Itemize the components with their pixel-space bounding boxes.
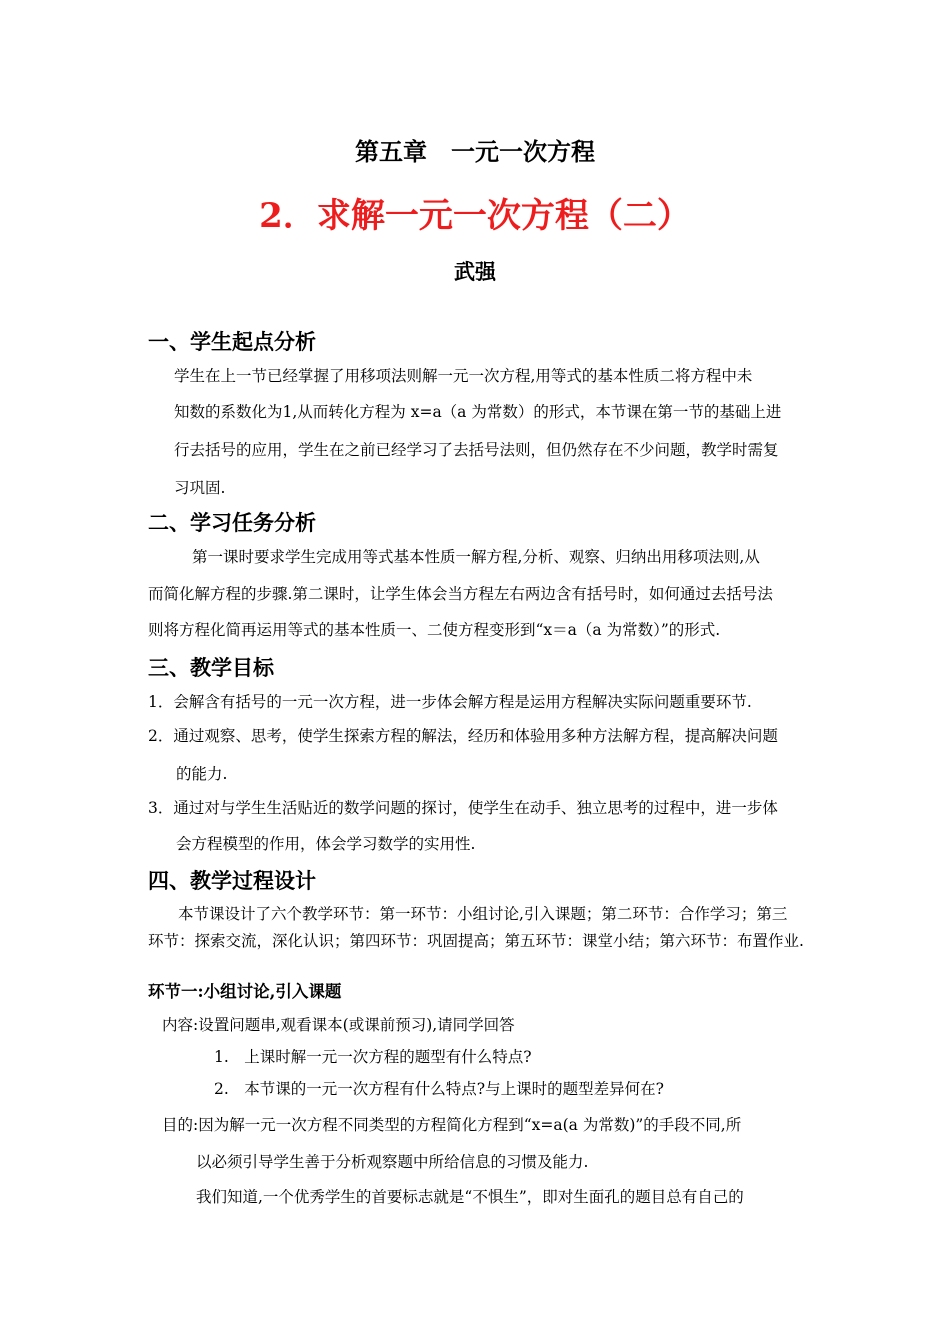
step1-question-1: 1. 上课时解一元一次方程的题型有什么特点? — [214, 1048, 532, 1066]
section2-line: 第一课时要求学生完成用等式基本性质一解方程,分析、观察、归纳出用移项法则,从 — [192, 548, 760, 566]
lesson-title: 2．求解一元一次方程（二） — [259, 196, 691, 236]
section1-heading: 一、学生起点分析 — [148, 329, 316, 354]
section4-line: 本节课设计了六个教学环节：第一环节：小组讨论,引入课题；第二环节：合作学习；第三 — [178, 905, 788, 923]
section1-line: 学生在上一节已经掌握了用移项法则解一元一次方程,用等式的基本性质二将方程中未 — [174, 367, 753, 385]
section1-line: 行去括号的应用，学生在之前已经学习了去括号法则，但仍然存在不少问题，教学时需复 — [174, 441, 779, 459]
section2-line: 则将方程化简再运用等式的基本性质一、二使方程变形到“x＝a（a 为常数）”的形式. — [148, 621, 721, 639]
section1-line: 习巩固. — [174, 479, 226, 497]
section1-line: 知数的系数化为1,从而转化方程为 x=a（a 为常数）的形式，本节课在第一节的基础上进 — [174, 403, 782, 421]
section2-heading: 二、学习任务分析 — [148, 510, 316, 535]
section4-heading: 四、教学过程设计 — [148, 868, 316, 893]
objective-3-cont: 会方程模型的作用，体会学习数学的实用性. — [176, 835, 476, 853]
step1-purpose: 目的:因为解一元一次方程不同类型的方程简化方程到“x=a(a 为常数)”的手段不同,所 — [162, 1116, 742, 1134]
section3-heading: 三、教学目标 — [148, 655, 274, 680]
section2-line: 而简化解方程的步骤.第二课时，让学生体会当方程左右两边含有括号时，如何通过去括号法 — [148, 585, 773, 603]
step1-content: 内容:设置问题串,观看课本(或课前预习),请同学回答 — [162, 1016, 515, 1034]
step1-last-line: 我们知道,一个优秀学生的首要标志就是“不惧生”，即对生面孔的题目总有自己的 — [196, 1188, 744, 1206]
section4-line: 环节：探索交流，深化认识；第四环节：巩固提高；第五环节：课堂小结；第六环节：布置作业. — [148, 932, 804, 950]
author-name: 武强 — [454, 259, 496, 284]
objective-3: 3．通过对与学生生活贴近的数学问题的探讨，使学生在动手、独立思考的过程中，进一步体 — [148, 799, 778, 817]
objective-1: 1．会解含有括号的一元一次方程，进一步体会解方程是运用方程解决实际问题重要环节. — [148, 693, 752, 711]
objective-2-cont: 的能力. — [176, 765, 228, 783]
step1-purpose-cont: 以必须引导学生善于分析观察题中所给信息的习惯及能力. — [196, 1153, 589, 1171]
step1-heading: 环节一:小组讨论,引入课题 — [148, 982, 342, 1001]
step1-question-2: 2. 本节课的一元一次方程有什么特点?与上课时的题型差异何在? — [214, 1080, 664, 1098]
objective-2: 2．通过观察、思考，使学生探索方程的解法，经历和体验用多种方法解方程，提高解决问题 — [148, 727, 778, 745]
chapter-heading: 第五章 一元一次方程 — [355, 137, 595, 166]
